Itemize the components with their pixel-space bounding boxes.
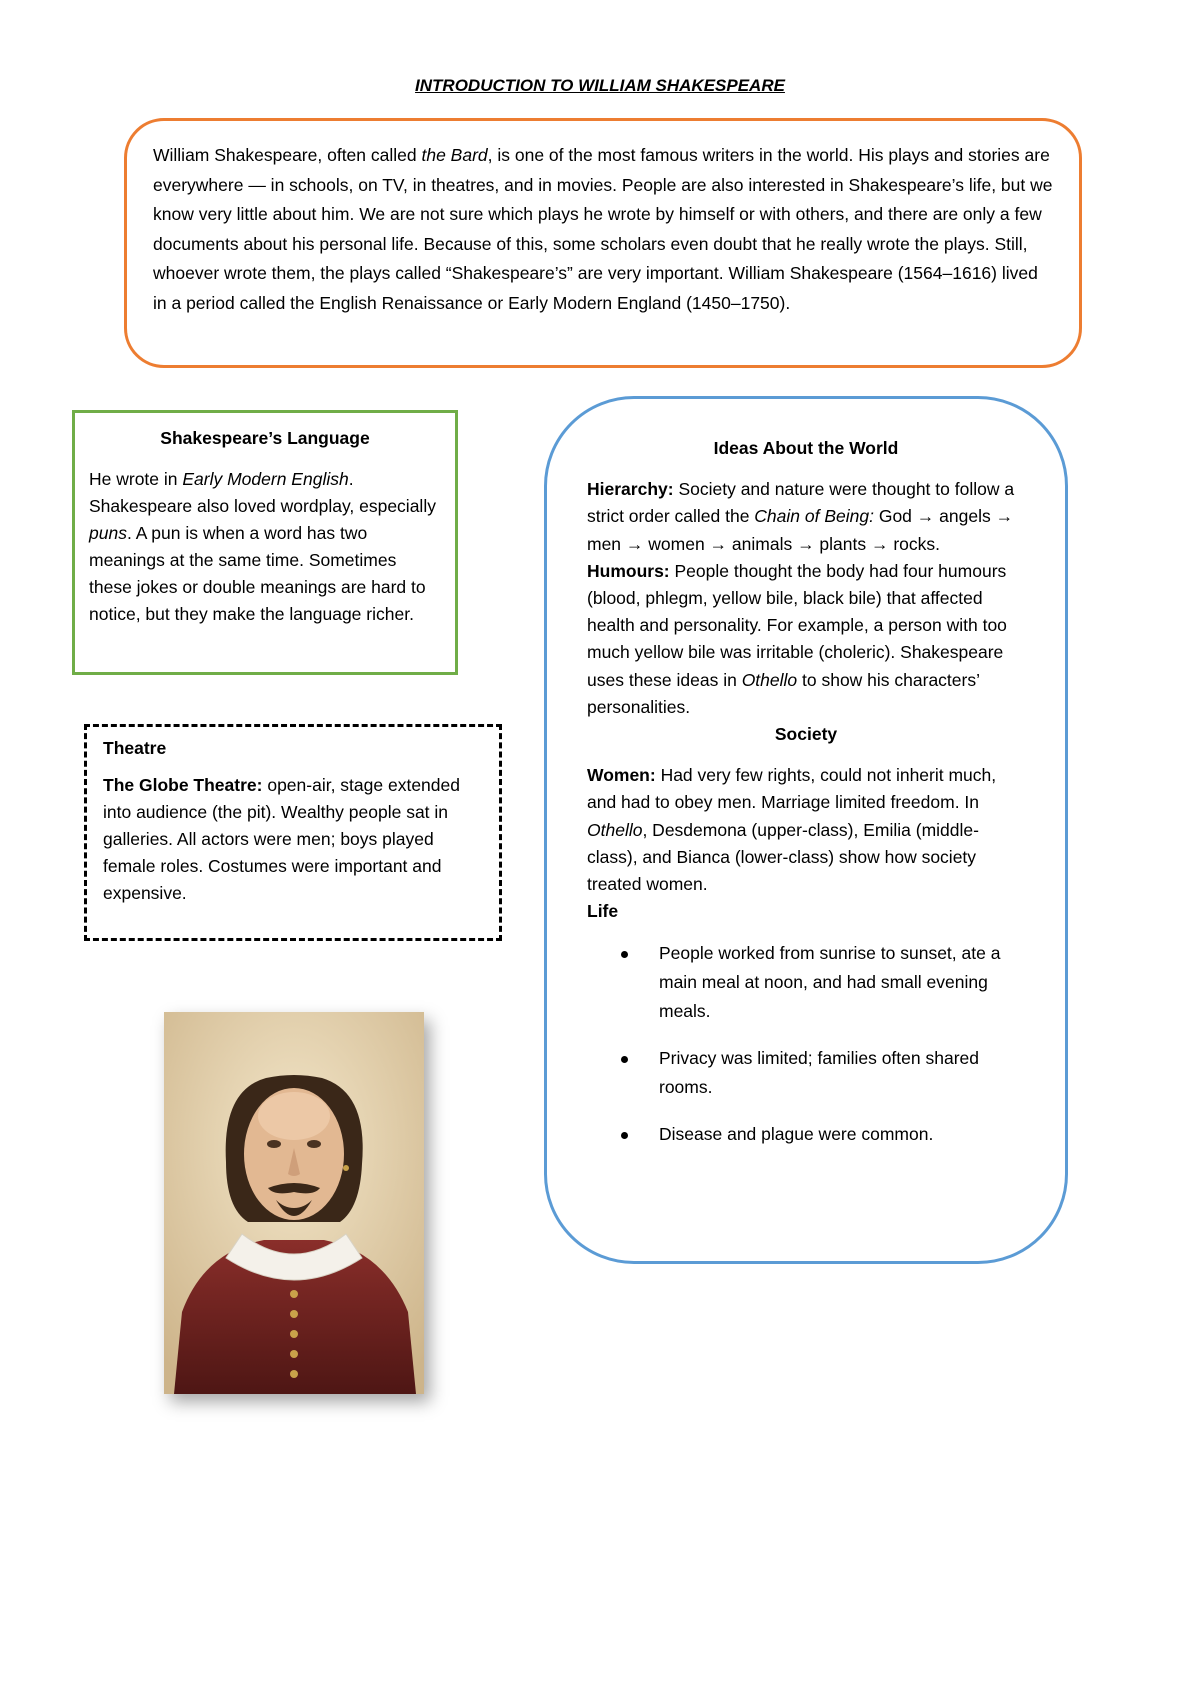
hierarchy-label: Hierarchy: [587,479,674,500]
list-item [587,1044,1025,1102]
world-box [544,396,1068,1264]
bullet-icon [621,1056,628,1063]
language-p1: He wrote in [89,469,183,489]
othello-title: Othello [741,669,798,690]
chain-list: God → angels → men → women → animals → plants → rocks. [587,506,1014,554]
intro-text-a: William Shakespeare, often called [153,145,422,165]
women-paragraph [587,762,1025,898]
women-text-2: , Desdemona (upper-class), Emilia (middle-class), and Bianca (lower-class) show how society treated women. [587,819,979,895]
language-p2: . Shakespeare also loved wordplay, especially [89,469,436,516]
list-item [587,939,1025,1026]
life-heading: Life [587,901,619,922]
humours-text-1: People thought the body had four humours (blood, phlegm, yellow bile, black bile) that affected health and personality. For example, a person with too much yellow bile was irritable (choleric). Shakespeare uses these ideas in [587,560,1007,690]
life-item-3: Disease and plague were common. [659,1124,934,1145]
language-emphasis-2: puns [89,523,127,543]
intro-box [124,118,1082,368]
othello-title-2: Othello [587,819,643,840]
list-item [587,1120,1025,1149]
language-box [72,410,458,675]
globe-label: The Globe Theatre: [103,775,263,795]
bullet-icon [621,951,628,958]
humours-text-2: to show his characters’ personalities. [587,669,980,717]
page-title: INTRODUCTION TO WILLIAM SHAKESPEARE [415,76,785,95]
language-text [89,466,441,628]
women-label: Women: [587,765,656,786]
intro-bard: the Bard [421,145,488,165]
theatre-text [103,772,483,907]
theatre-heading: Theatre [103,738,167,758]
intro-text-b: , is one of the most famous writers in the world. His plays and stories are everywhere — in schools, on TV, in theatres, and in movies. People are also interested in Shakespeare’s life, but we know very little about him. We are not sure which plays he wrote by himself or with others, and there are only a few documents about his personal life. Because of this, some scholars even doubt that he really wrote the plays. Still, whoever wrote them, the plays called “Shakespeare’s” are very important. William Shakespeare (1564–1616) lived in a period called the English Renaissance or Early Modern England (1450–1750). [153,145,1053,313]
women-text-1: Had very few rights, could not inherit much, and had to obey men. Marriage limited freedom. In [587,765,997,813]
globe-text: open-air, stage extended into audience (the pit). Wealthy people sat in galleries. All actors were men; boys played female roles. Costumes were important and expensive. [103,775,460,903]
humours-paragraph [587,558,1025,721]
bullet-icon [621,1132,628,1139]
life-list [587,939,1025,1149]
hierarchy-paragraph [587,476,1025,558]
language-heading: Shakespeare’s Language [160,428,370,448]
shakespeare-portrait [164,1012,424,1394]
language-p3: . A pun is when a word has two meanings at the same time. Sometimes these jokes or double meanings are hard to notice, but they make the language richer. [89,523,426,624]
life-item-2: Privacy was limited; families often shared rooms. [659,1048,979,1098]
life-item-1: People worked from sunrise to sunset, ate a main meal at noon, and had small evening meals. [659,943,1001,1022]
chain-of-being: Chain of Being: [754,506,874,527]
humours-label: Humours: [587,560,670,581]
theatre-box [84,724,502,941]
language-emphasis-1: Early Modern English [182,469,349,489]
portrait-image [164,1012,424,1394]
hierarchy-text: Society and nature were thought to follow a strict order called the [587,479,1015,527]
world-heading: Ideas About the World [713,438,899,458]
society-heading: Society [774,724,838,745]
